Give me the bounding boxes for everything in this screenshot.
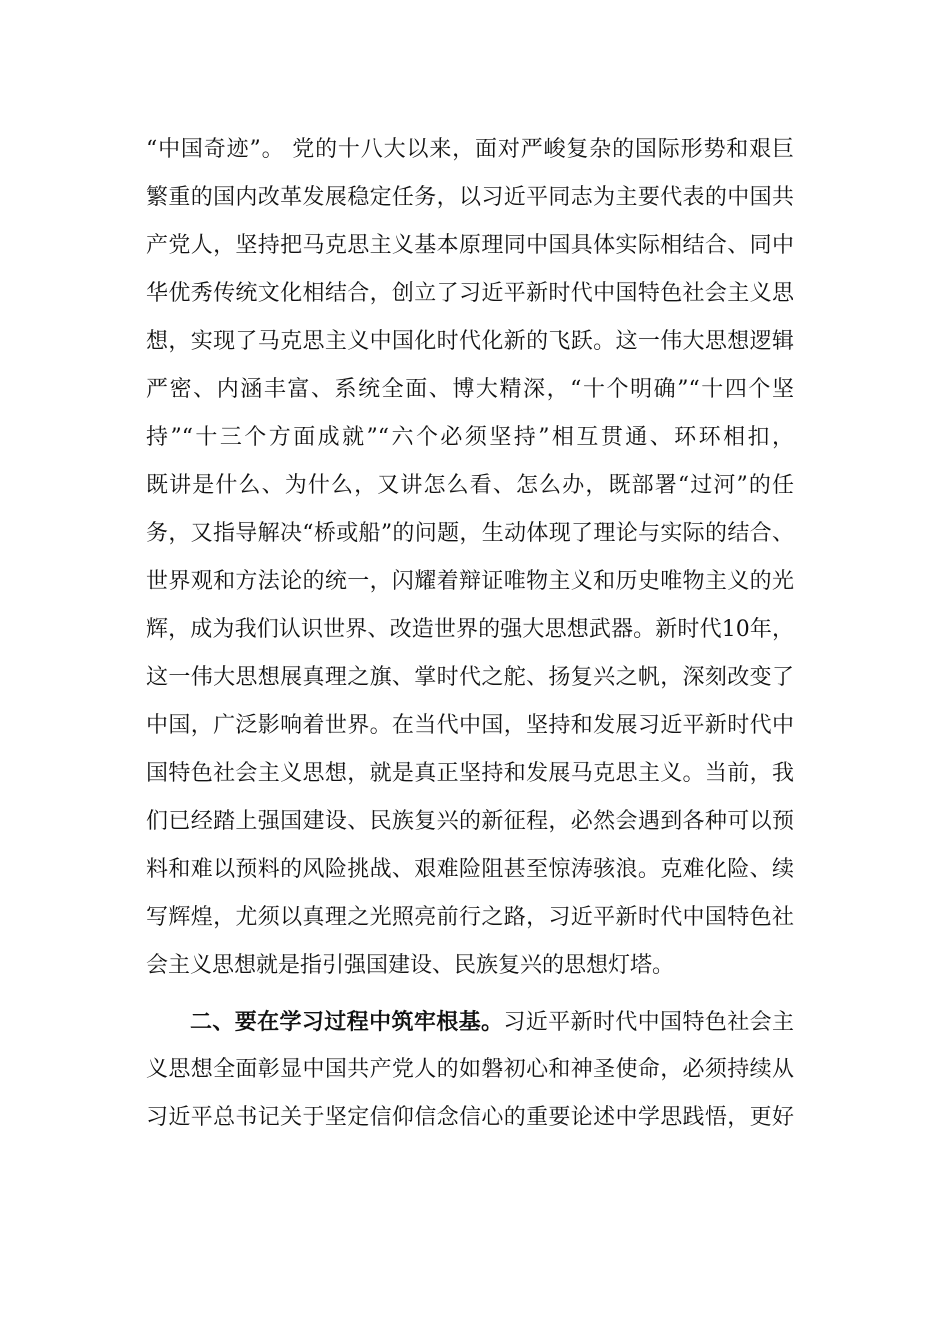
paragraph-1-line: 产党人，坚持把马克思主义基本原理同中国具体实际相结合、同中 bbox=[146, 233, 794, 258]
paragraph-1-line: 辉，成为我们认识世界、改造世界的强大思想武器。新时代10年， bbox=[146, 617, 794, 642]
section-heading: 二、要在学习过程中筑牢根基。 bbox=[190, 1009, 504, 1035]
paragraph-1-line: 中国，广泛影响着世界。在当代中国，坚持和发展习近平新时代中 bbox=[146, 713, 794, 738]
paragraph-1-line: 国特色社会主义思想，就是真正坚持和发展马克思主义。当前，我 bbox=[146, 761, 794, 786]
paragraph-1-line: 料和难以预料的风险挑战、艰难险阻甚至惊涛骇浪。克难化险、续 bbox=[146, 857, 794, 882]
paragraph-spacer bbox=[146, 990, 794, 998]
paragraph-2-line: 习近平总书记关于坚定信仰信念信心的重要论述中学思践悟，更好 bbox=[146, 1105, 794, 1130]
paragraph-1 bbox=[146, 126, 794, 990]
paragraph-1-line: 华优秀传统文化相结合，创立了习近平新时代中国特色社会主义思 bbox=[146, 281, 794, 306]
paragraph-1-line: 既讲是什么、为什么，又讲怎么看、怎么办，既部署“过河”的任 bbox=[146, 473, 794, 498]
paragraph-1-line: 这一伟大思想展真理之旗、掌时代之舵、扬复兴之帆，深刻改变了 bbox=[146, 665, 794, 690]
document-body bbox=[146, 126, 794, 1142]
paragraph-1-line: 持”“十三个方面成就”“六个必须坚持”相互贯通、环环相扣， bbox=[146, 425, 794, 450]
paragraph-1-line: 想，实现了马克思主义中国化时代化新的飞跃。这一伟大思想逻辑 bbox=[146, 329, 794, 354]
paragraph-2-first-line-text: 习近平新时代中国特色社会主 bbox=[503, 1010, 794, 1035]
paragraph-1-line: 繁重的国内改革发展稳定任务，以习近平同志为主要代表的中国共 bbox=[146, 185, 794, 210]
paragraph-1-line: 们已经踏上强国建设、民族复兴的新征程，必然会遇到各种可以预 bbox=[146, 809, 794, 834]
paragraph-1-line: 务，又指导解决“桥或船”的问题，生动体现了理论与实际的结合、 bbox=[146, 521, 794, 546]
paragraph-1-line: 世界观和方法论的统一，闪耀着辩证唯物主义和历史唯物主义的光 bbox=[146, 569, 794, 594]
paragraph-2 bbox=[146, 998, 794, 1142]
paragraph-1-line: 严密、内涵丰富、系统全面、博大精深，“十个明确”“十四个坚 bbox=[146, 377, 794, 402]
paragraph-2-line: 义思想全面彰显中国共产党人的如磐初心和神圣使命，必须持续从 bbox=[146, 1057, 794, 1082]
paragraph-1-line: 会主义思想就是指引强国建设、民族复兴的思想灯塔。 bbox=[146, 953, 675, 978]
paragraph-2-first-line bbox=[146, 998, 794, 1046]
paragraph-1-line: 写辉煌，尤须以真理之光照亮前行之路，习近平新时代中国特色社 bbox=[146, 905, 794, 930]
paragraph-1-line: “中国奇迹”。 党的十八大以来，面对严峻复杂的国际形势和艰巨 bbox=[146, 137, 794, 162]
